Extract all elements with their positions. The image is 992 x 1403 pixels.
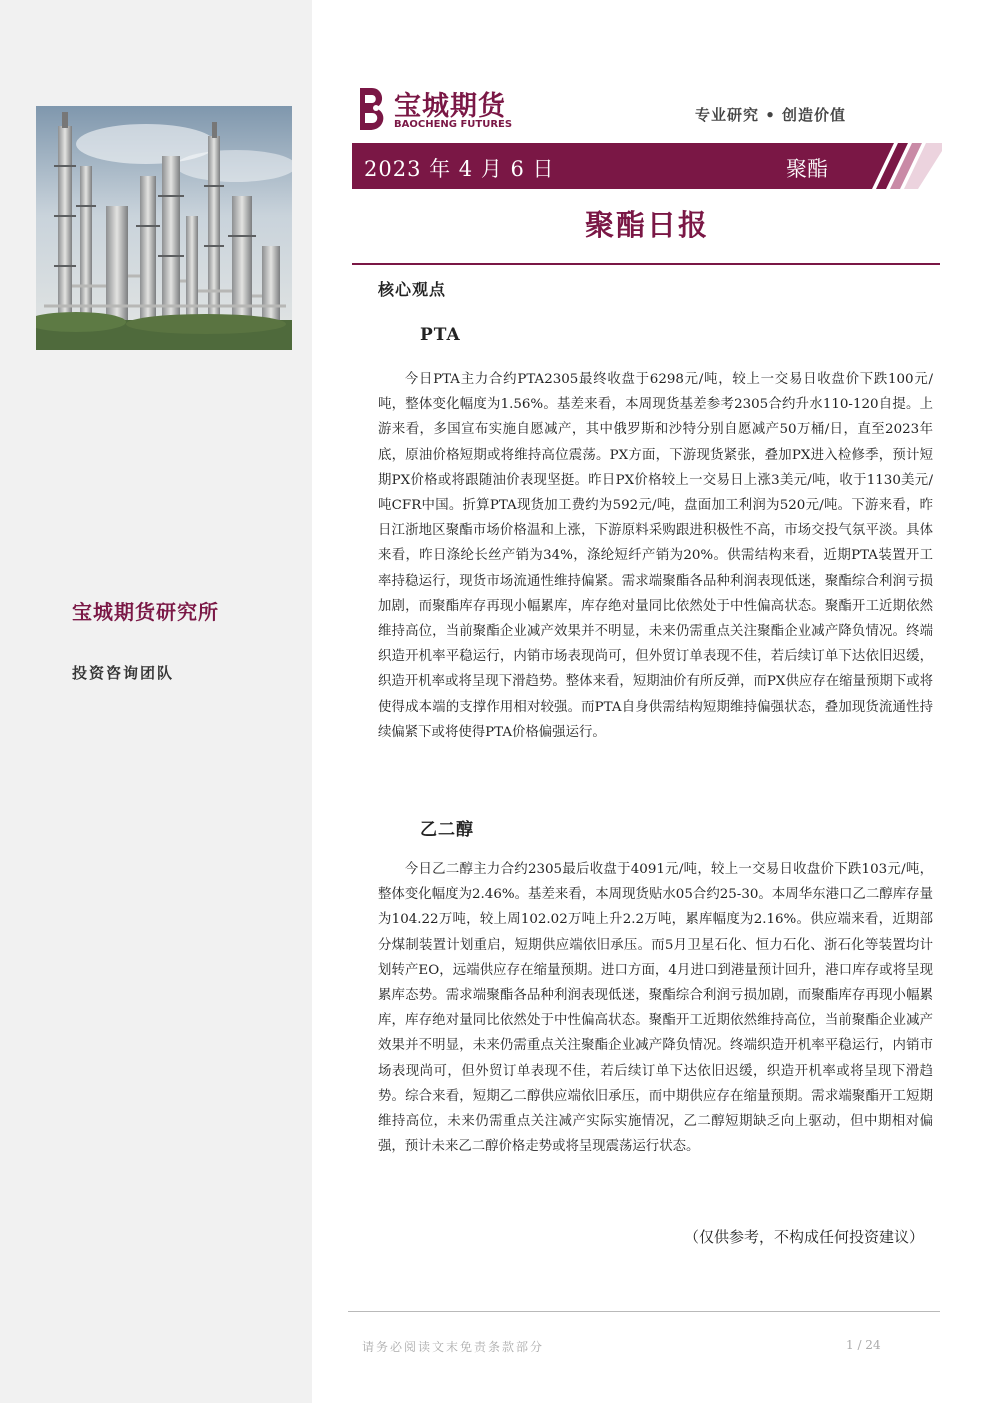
report-date: 2023 年 4 月 6 日 — [364, 157, 555, 181]
logo-emblem-icon — [356, 86, 390, 132]
refinery-photo — [36, 106, 292, 350]
meg-section-text: 今日乙二醇主力合约2305最后收盘于4091元/吨，较上一交易日收盘价下跌103元/吨，整体变化幅度为2.46%。基差来看，本周现货贴水05合约25-30。本周华东港口乙二醇库存量为104.22万吨，较上周102.02万吨上升2.2万吨，累库幅度为2.16%。供应端来看，近期部分煤制装置计划重启，短期供应端依旧承压。而5月卫星石化、恒力石化、浙石化等装置均计划转产EO，远端供应存在缩量预期。进口方面，4月进口到港量预计回升，港口库存或将呈现累库态势。需求端聚酯各品种利润表现低迷，聚酯综合利润亏损加剧，而聚酯库存再现小幅累库，库存绝对量同比依然处于中性偏高状态。聚酯开工近期依然维持高位，当前聚酯企业减产效果并不明显，未来仍需重点关注聚酯企业减产降负情况。终端织造开机率平稳运行，内销市场表现尚可，但外贸订单表现不佳，若后续订单下达依旧迟缓，织造开机率或将呈现下滑趋势。综合来看，短期乙二醇供应端依旧承压，而中期供应存在缩量预期。需求端聚酯开工短期维持高位，未来仍需重点关注减产实际实施情况，乙二醇短期缺乏向上驱动，但中期相对偏强，预计未来乙二醇价格走势或将呈现震荡运行状态。 — [378, 862, 933, 1155]
meg-section-heading: 乙二醇 — [420, 820, 474, 840]
pta-section-text: 今日PTA主力合约PTA2305最终收盘于6298元/吨，较上一交易日收盘价下跌100元/吨，整体变化幅度为1.56%。基差来看，本周现货基差参考2305合约升水110-120自提。上游来看，多国宣布实施自愿减产，其中俄罗斯和沙特分别自愿减产50万桶/日，直至2023年底，原油价格短期或将维持高位震荡。PX方面，下游现货紧张，叠加PX进入检修季，预计短期PX价格或将跟随油价表现坚挺。昨日PX价格较上一交易日上涨3美元/吨，收于1130美元/吨CFR中国。折算PTA现货加工费约为592元/吨，盘面加工利润为520元/吨。下游来看，昨日江浙地区聚酯市场价格温和上涨，下游原料采购跟进积极性不高，市场交投气氛平淡。具体来看，昨日涤纶长丝产销为34%，涤纶短纤产销为20%。供需结构来看，近期PTA装置开工率持稳运行，现货市场流通性维持偏紧。需求端聚酯各品种利润表现低迷，聚酯综合利润亏损加剧，而聚酯库存再现小幅累库，库存绝对量同比依然处于中性偏高状态。聚酯开工近期依然维持高位，当前聚酯企业减产效果并不明显，未来仍需重点关注聚酯企业减产降负情况。终端织造开机率平稳运行，内销市场表现尚可，但外贸订单表现不佳，若后续订单下达依旧迟缓，织造开机率或将呈现下滑趋势。整体来看，短期油价有所反弹，而PX供应存在缩量预期下或将使得成本端的支撑作用相对较强。而PTA自身供需结构短期维持偏强状态，叠加现货流通性持续偏紧下或将使得PTA价格偏强运行。 — [378, 372, 933, 740]
footer-disclaimer-note: 请务必阅读文末免责条款部分 — [362, 1340, 545, 1354]
pta-section-heading: PTA — [420, 325, 461, 345]
logo-text-en: BAOCHENG FUTURES — [394, 119, 513, 130]
title-divider — [352, 263, 940, 265]
company-slogan: 专业研究 • 创造价值 — [695, 106, 847, 124]
company-logo — [356, 86, 526, 132]
report-category: 聚酯 — [786, 157, 828, 181]
investment-disclaimer: （仅供参考，不构成任何投资建议） — [683, 1228, 924, 1246]
sidebar — [0, 0, 312, 1403]
page-number: 1 / 24 — [846, 1338, 881, 1352]
footer-divider — [348, 1311, 940, 1312]
refinery-illustration — [36, 106, 292, 350]
report-title: 聚酯日报 — [584, 208, 709, 242]
team-name: 投资咨询团队 — [72, 664, 175, 682]
core-views-heading: 核心观点 — [378, 280, 447, 299]
logo-text-cn: 宝城期货 — [394, 91, 506, 122]
research-institute-name: 宝城期货研究所 — [72, 600, 219, 624]
